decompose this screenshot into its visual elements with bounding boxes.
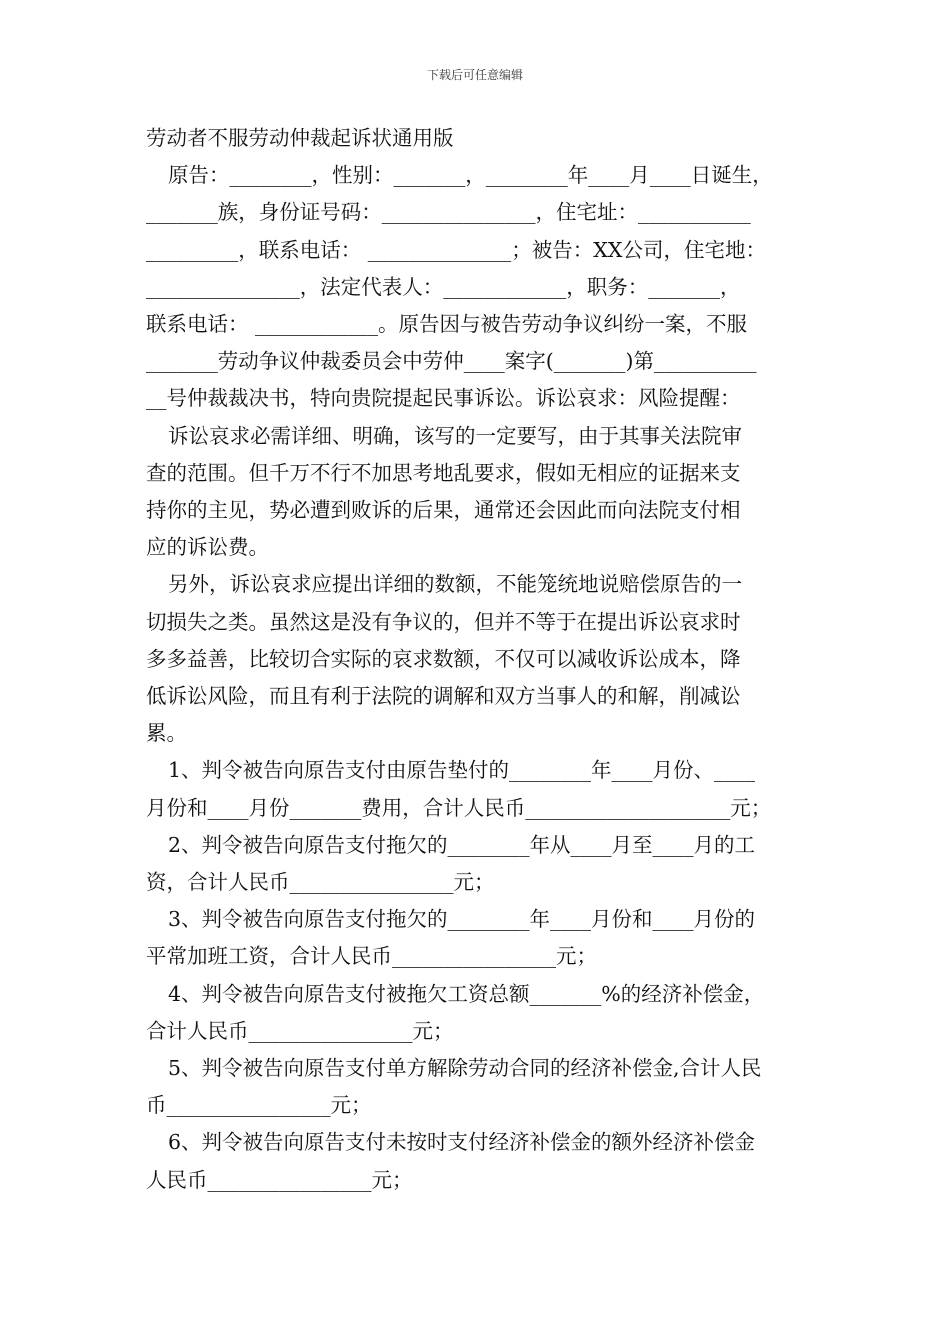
risk-line: 切损失之类。虽然这是没有争议的，但并不等于在提出诉讼哀求时 <box>146 609 741 634</box>
risk-paragraph-2 <box>146 566 812 752</box>
claim-line: 6、判令被告向原告支付未按时支付经济补偿金的额外经济补偿金 <box>168 1130 756 1155</box>
claim-line: 平常加班工资，合计人民币________________元； <box>146 944 597 969</box>
claim-line: 月份和____月份_______费用，合计人民币____________________元； <box>146 795 772 820</box>
risk-line: 持你的主见，势必遭到败诉的后果，通常还会因此而向法院支付相 <box>146 498 741 523</box>
intro-line: _______________，法定代表人：____________，职务：_______， <box>146 274 741 299</box>
claim-line: 5、判令被告向原告支付单方解除劳动合同的经济补偿金,合计人民 <box>168 1056 762 1081</box>
risk-line: 低诉讼风险，而且有利于法院的调解和双方当事人的和解，削减讼 <box>146 684 741 709</box>
intro-line: _________，联系电话： ______________；被告：XX公司，住宅地： <box>146 237 766 262</box>
risk-line: 查的范围。但千万不行不加思考地乱要求，假如无相应的证据来支 <box>146 460 741 485</box>
risk-line: 诉讼哀求必需详细、明确，该写的一定要写，由于其事关法院审 <box>168 423 742 448</box>
claim-item <box>146 1124 812 1198</box>
risk-line: 另外，诉讼哀求应提出详细的数额，不能笼统地说赔偿原告的一 <box>168 572 742 597</box>
claim-line: 人民币________________元； <box>146 1167 413 1192</box>
claim-line: 资，合计人民币________________元； <box>146 870 495 895</box>
claim-line: 4、判令被告向原告支付被拖欠工资总额_______%的经济补偿金， <box>168 981 765 1006</box>
intro-line: 联系电话： ____________。原告因与被告劳动争议纠纷一案，不服 <box>146 312 748 337</box>
claim-line: 1、判令被告向原告支付由原告垫付的________年____月份、____ <box>168 758 756 783</box>
risk-line: 多多益善，比较切合实际的哀求数额，不仅可以减收诉讼成本，降 <box>146 646 741 671</box>
claim-item <box>146 752 812 826</box>
risk-line: 应的诉讼费。 <box>146 535 269 560</box>
claim-item <box>146 976 812 1050</box>
intro-line: _______族，身份证号码：_______________，住宅址：___________ <box>146 200 751 225</box>
risk-line: 累。 <box>146 721 187 746</box>
page-header-note: 下载后可任意编辑 <box>426 68 523 82</box>
claim-item <box>146 901 812 975</box>
intro-line: 原告：________，性别：_______，________年____月____日诞生， <box>168 163 773 188</box>
claim-item <box>146 827 812 901</box>
risk-paragraph-1 <box>146 418 812 567</box>
claims-list <box>146 752 812 1198</box>
intro-line: _______劳动争议仲裁委员会中劳仲____案字(_______)第__________ <box>146 349 757 374</box>
claim-line: 币________________元； <box>146 1093 372 1118</box>
claim-line: 2、判令被告向原告支付拖欠的________年从____月至____月的工 <box>168 832 756 857</box>
claim-line: 合计人民币________________元； <box>146 1018 454 1043</box>
document-body <box>146 120 812 1199</box>
intro-section <box>146 157 812 417</box>
document-title: 劳动者不服劳动仲裁起诉状通用版 <box>146 126 454 150</box>
claim-item <box>146 1050 812 1124</box>
intro-line: __号仲裁裁决书，特向贵院提起民事诉讼。诉讼哀求：风险提醒： <box>146 386 741 411</box>
claim-line: 3、判令被告向原告支付拖欠的________年____月份和____月份的 <box>168 907 756 932</box>
